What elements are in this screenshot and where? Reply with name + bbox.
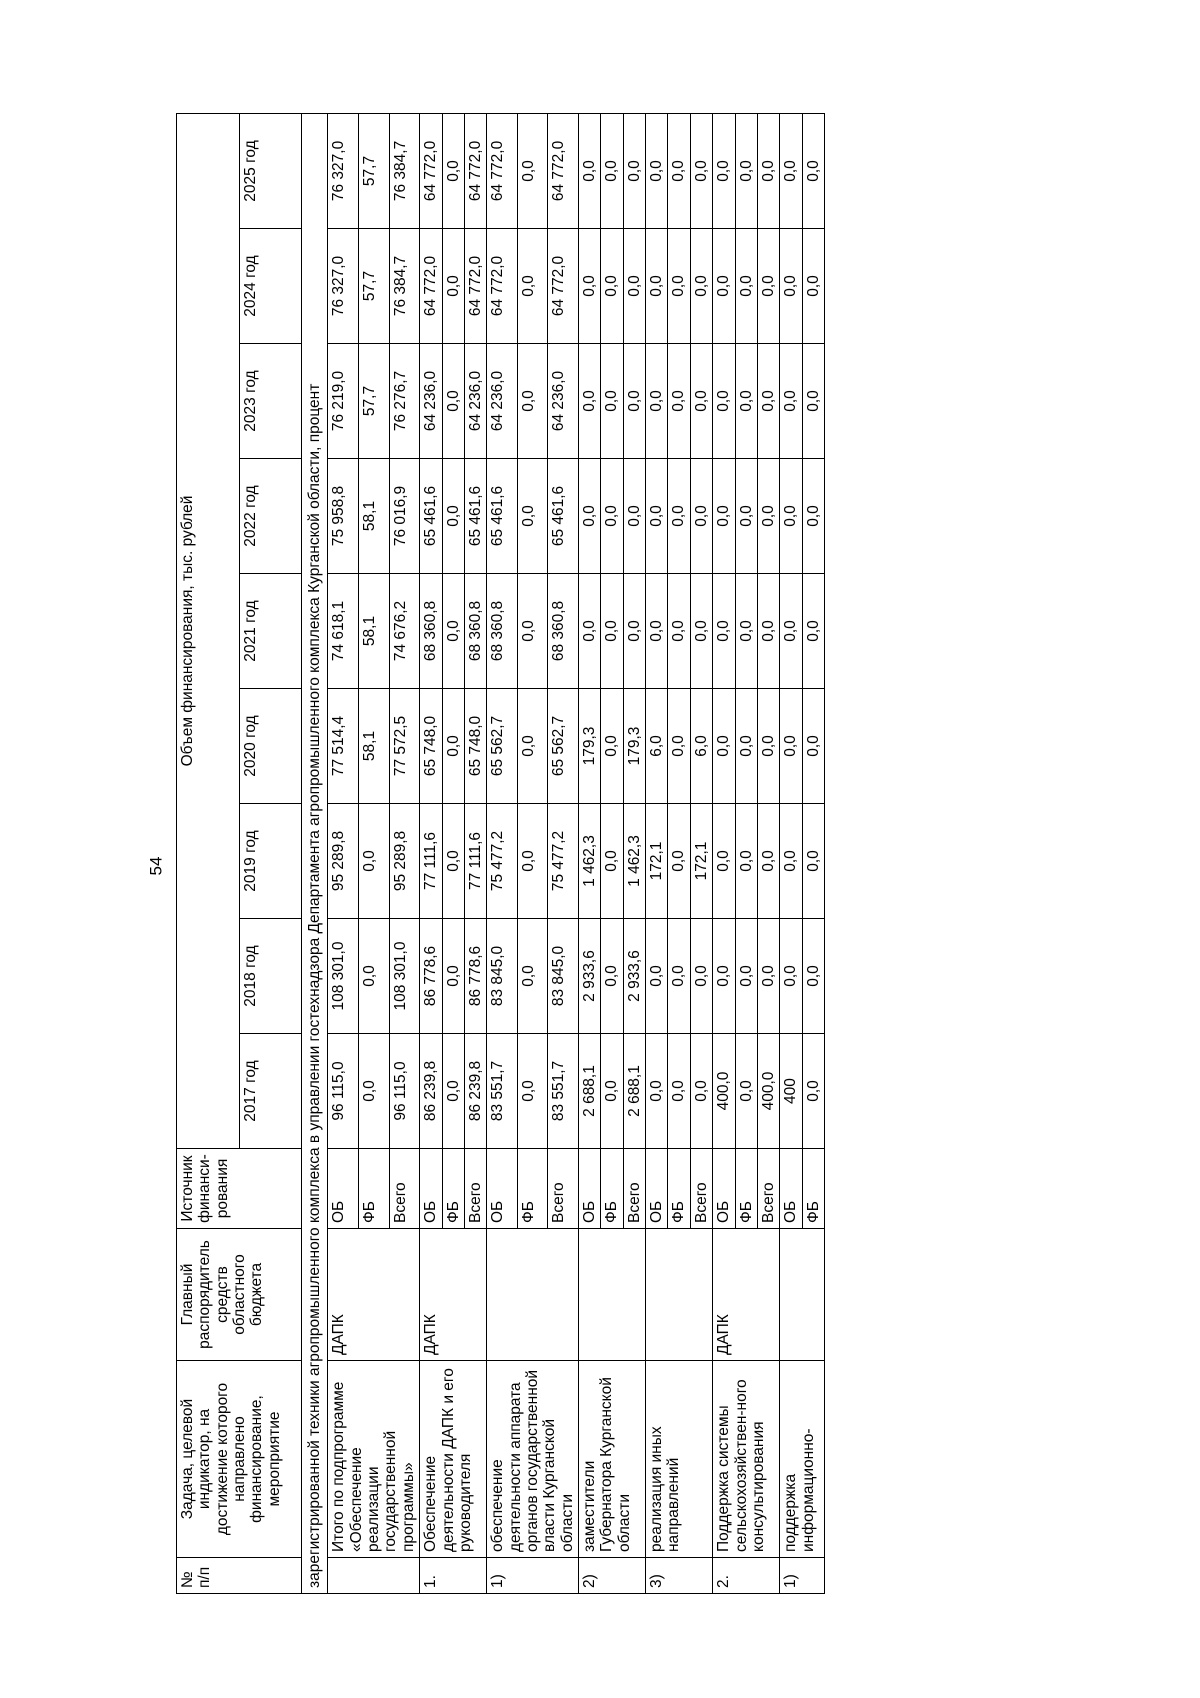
- value-cell: 0,0: [517, 459, 548, 574]
- header-year: 2022 год: [239, 459, 302, 574]
- value-cell: 0,0: [668, 689, 690, 804]
- value-cell: 0,0: [579, 229, 601, 344]
- value-cell: 58,1: [358, 459, 389, 574]
- value-cell: 0,0: [623, 229, 645, 344]
- value-cell: 95 289,8: [389, 804, 420, 919]
- value-cell: 108 301,0: [389, 919, 420, 1034]
- value-cell: 0,0: [713, 459, 735, 574]
- row-source: Всего: [548, 1149, 579, 1229]
- row-name: поддержка информационно-: [780, 1361, 825, 1558]
- value-cell: 0,0: [579, 344, 601, 459]
- value-cell: 83 551,7: [487, 1034, 518, 1149]
- value-cell: 68 360,8: [464, 574, 486, 689]
- value-cell: 0,0: [735, 574, 757, 689]
- value-cell: 64 772,0: [548, 229, 579, 344]
- value-cell: 0,0: [757, 804, 779, 919]
- value-cell: 0,0: [358, 919, 389, 1034]
- row-source: ОБ: [328, 1149, 359, 1229]
- value-cell: 86 239,8: [464, 1034, 486, 1149]
- value-cell: 0,0: [690, 919, 712, 1034]
- value-cell: 0,0: [442, 804, 464, 919]
- value-cell: 64 772,0: [548, 113, 579, 228]
- value-cell: 0,0: [780, 689, 802, 804]
- value-cell: 0,0: [802, 113, 824, 228]
- row-source: ОБ: [780, 1149, 802, 1229]
- value-cell: 0,0: [713, 919, 735, 1034]
- value-cell: 65 562,7: [487, 689, 518, 804]
- value-cell: 0,0: [668, 459, 690, 574]
- value-cell: 0,0: [735, 1034, 757, 1149]
- row-source: Всего: [389, 1149, 420, 1229]
- value-cell: 0,0: [735, 113, 757, 228]
- value-cell: 0,0: [757, 344, 779, 459]
- value-cell: 0,0: [579, 459, 601, 574]
- value-cell: 68 360,8: [420, 574, 442, 689]
- value-cell: 0,0: [442, 919, 464, 1034]
- table-body: [302, 113, 825, 1593]
- value-cell: 0,0: [442, 229, 464, 344]
- value-cell: 0,0: [517, 574, 548, 689]
- row-number: [328, 1558, 420, 1594]
- value-cell: 68 360,8: [487, 574, 518, 689]
- value-cell: 64 772,0: [487, 229, 518, 344]
- header-year: 2021 год: [239, 574, 302, 689]
- rotated-table-container: [176, 114, 1101, 1594]
- value-cell: 2 933,6: [579, 919, 601, 1034]
- row-manager: [780, 1229, 825, 1361]
- header-task: Задача, целевой индикатор, на достижение которого направлено финансирование, мероприятие: [177, 1361, 302, 1558]
- value-cell: 0,0: [601, 574, 623, 689]
- value-cell: 76 384,7: [389, 113, 420, 228]
- value-cell: 0,0: [668, 113, 690, 228]
- value-cell: 0,0: [517, 229, 548, 344]
- value-cell: 0,0: [601, 1034, 623, 1149]
- row-name: обеспечение деятельности аппарата органов государственной власти Курганской области: [487, 1361, 579, 1558]
- value-cell: 0,0: [735, 344, 757, 459]
- header-num: № п/п: [177, 1558, 302, 1594]
- value-cell: 0,0: [757, 919, 779, 1034]
- value-cell: 0,0: [713, 574, 735, 689]
- value-cell: 0,0: [690, 113, 712, 228]
- header-year: 2023 год: [239, 344, 302, 459]
- value-cell: 0,0: [757, 459, 779, 574]
- value-cell: 76 276,7: [389, 344, 420, 459]
- value-cell: 0,0: [735, 919, 757, 1034]
- value-cell: 64 236,0: [548, 344, 579, 459]
- row-source: Всего: [757, 1149, 779, 1229]
- value-cell: 0,0: [646, 1034, 668, 1149]
- value-cell: 0,0: [668, 574, 690, 689]
- value-cell: 0,0: [690, 229, 712, 344]
- financing-table: [176, 113, 825, 1594]
- section-text: зарегистрированной техники агропромышленного комплекса в управлении гостехнадзора Департамента агропромышленного комплекса Курганской области, процент: [302, 113, 328, 1593]
- table-row: [646, 113, 668, 1593]
- value-cell: 0,0: [780, 804, 802, 919]
- header-year: 2018 год: [239, 919, 302, 1034]
- value-cell: 64 772,0: [464, 113, 486, 228]
- value-cell: 86 239,8: [420, 1034, 442, 1149]
- value-cell: 0,0: [802, 689, 824, 804]
- value-cell: 0,0: [802, 459, 824, 574]
- row-number: 1.: [420, 1558, 487, 1594]
- value-cell: 0,0: [517, 344, 548, 459]
- value-cell: 2 688,1: [579, 1034, 601, 1149]
- value-cell: 0,0: [442, 459, 464, 574]
- value-cell: 77 111,6: [464, 804, 486, 919]
- value-cell: 0,0: [623, 459, 645, 574]
- row-source: ФБ: [442, 1149, 464, 1229]
- value-cell: 75 477,2: [487, 804, 518, 919]
- row-source: ФБ: [668, 1149, 690, 1229]
- value-cell: 96 115,0: [328, 1034, 359, 1149]
- value-cell: 0,0: [601, 804, 623, 919]
- row-number: 1): [780, 1558, 825, 1594]
- value-cell: 64 772,0: [487, 113, 518, 228]
- value-cell: 0,0: [442, 689, 464, 804]
- value-cell: 0,0: [757, 113, 779, 228]
- row-source: ФБ: [735, 1149, 757, 1229]
- value-cell: 77 111,6: [420, 804, 442, 919]
- header-year: 2019 год: [239, 804, 302, 919]
- value-cell: 0,0: [646, 574, 668, 689]
- value-cell: 65 461,6: [420, 459, 442, 574]
- row-source: ОБ: [646, 1149, 668, 1229]
- table-header: [177, 113, 302, 1593]
- row-source: ОБ: [487, 1149, 518, 1229]
- value-cell: 0,0: [668, 229, 690, 344]
- value-cell: 74 618,1: [328, 574, 359, 689]
- row-number: 2.: [713, 1558, 780, 1594]
- row-source: Всего: [623, 1149, 645, 1229]
- value-cell: 0,0: [579, 574, 601, 689]
- value-cell: 0,0: [690, 574, 712, 689]
- value-cell: 65 461,6: [487, 459, 518, 574]
- row-manager: [646, 1229, 713, 1361]
- row-source: ОБ: [420, 1149, 442, 1229]
- value-cell: 0,0: [442, 344, 464, 459]
- value-cell: 0,0: [780, 574, 802, 689]
- value-cell: 0,0: [601, 344, 623, 459]
- value-cell: 0,0: [690, 459, 712, 574]
- value-cell: 64 772,0: [464, 229, 486, 344]
- value-cell: 86 778,6: [420, 919, 442, 1034]
- row-number: 3): [646, 1558, 713, 1594]
- value-cell: 64 236,0: [420, 344, 442, 459]
- value-cell: 0,0: [757, 574, 779, 689]
- header-year: 2017 год: [239, 1034, 302, 1149]
- value-cell: 2 933,6: [623, 919, 645, 1034]
- header-year: 2024 год: [239, 229, 302, 344]
- value-cell: 0,0: [601, 919, 623, 1034]
- row-manager: ДАПК: [328, 1229, 420, 1361]
- row-source: ФБ: [601, 1149, 623, 1229]
- value-cell: 0,0: [802, 229, 824, 344]
- value-cell: 0,0: [646, 113, 668, 228]
- value-cell: 0,0: [802, 804, 824, 919]
- row-number: 2): [579, 1558, 646, 1594]
- table-row: [780, 113, 802, 1593]
- value-cell: 58,1: [358, 689, 389, 804]
- value-cell: 83 551,7: [548, 1034, 579, 1149]
- value-cell: 0,0: [757, 689, 779, 804]
- value-cell: 0,0: [668, 344, 690, 459]
- value-cell: 0,0: [517, 1034, 548, 1149]
- value-cell: 0,0: [623, 574, 645, 689]
- table-row: [328, 113, 359, 1593]
- value-cell: 65 748,0: [420, 689, 442, 804]
- value-cell: 0,0: [802, 344, 824, 459]
- value-cell: 0,0: [601, 113, 623, 228]
- value-cell: 76 016,9: [389, 459, 420, 574]
- value-cell: 0,0: [802, 919, 824, 1034]
- value-cell: 64 772,0: [420, 113, 442, 228]
- value-cell: 57,7: [358, 113, 389, 228]
- value-cell: 0,0: [735, 229, 757, 344]
- value-cell: 0,0: [601, 689, 623, 804]
- row-name: Обеспечение деятельности ДАПК и его руководителя: [420, 1361, 487, 1558]
- row-source: ФБ: [358, 1149, 389, 1229]
- value-cell: 76 219,0: [328, 344, 359, 459]
- value-cell: 0,0: [601, 229, 623, 344]
- value-cell: 0,0: [780, 919, 802, 1034]
- value-cell: 400,0: [757, 1034, 779, 1149]
- value-cell: 75 477,2: [548, 804, 579, 919]
- value-cell: 0,0: [517, 689, 548, 804]
- value-cell: 0,0: [623, 113, 645, 228]
- value-cell: 0,0: [735, 459, 757, 574]
- value-cell: 65 562,7: [548, 689, 579, 804]
- value-cell: 172,1: [646, 804, 668, 919]
- value-cell: 108 301,0: [328, 919, 359, 1034]
- value-cell: 0,0: [623, 344, 645, 459]
- row-manager: [487, 1229, 579, 1361]
- value-cell: 400,0: [713, 1034, 735, 1149]
- value-cell: 0,0: [517, 919, 548, 1034]
- row-name: Итого по подпрограмме «Обеспечение реализации государственной программы»: [328, 1361, 420, 1558]
- value-cell: 0,0: [646, 344, 668, 459]
- value-cell: 58,1: [358, 574, 389, 689]
- row-source: ФБ: [802, 1149, 824, 1229]
- row-source: ФБ: [517, 1149, 548, 1229]
- row-source: ОБ: [579, 1149, 601, 1229]
- row-manager: ДАПК: [713, 1229, 780, 1361]
- value-cell: 0,0: [646, 459, 668, 574]
- value-cell: 6,0: [690, 689, 712, 804]
- row-number: 1): [487, 1558, 579, 1594]
- value-cell: 64 236,0: [464, 344, 486, 459]
- row-name: Поддержка системы сельскохозяйствен-ного консультирования: [713, 1361, 780, 1558]
- header-year: 2025 год: [239, 113, 302, 228]
- row-source: Всего: [690, 1149, 712, 1229]
- value-cell: 172,1: [690, 804, 712, 919]
- value-cell: 95 289,8: [328, 804, 359, 919]
- value-cell: 64 772,0: [420, 229, 442, 344]
- value-cell: 0,0: [735, 689, 757, 804]
- value-cell: 0,0: [646, 229, 668, 344]
- value-cell: 0,0: [358, 1034, 389, 1149]
- table-row: [713, 113, 735, 1593]
- value-cell: 0,0: [442, 1034, 464, 1149]
- value-cell: 0,0: [646, 919, 668, 1034]
- value-cell: 0,0: [713, 344, 735, 459]
- value-cell: 77 572,5: [389, 689, 420, 804]
- value-cell: 65 748,0: [464, 689, 486, 804]
- value-cell: 0,0: [757, 229, 779, 344]
- row-manager: ДАПК: [420, 1229, 487, 1361]
- value-cell: 0,0: [668, 804, 690, 919]
- row-name: реализация иных направлений: [646, 1361, 713, 1558]
- value-cell: 0,0: [668, 1034, 690, 1149]
- value-cell: 65 461,6: [464, 459, 486, 574]
- value-cell: 0,0: [517, 804, 548, 919]
- value-cell: 1 462,3: [623, 804, 645, 919]
- value-cell: 2 688,1: [623, 1034, 645, 1149]
- row-name: заместители Губернатора Курганской области: [579, 1361, 646, 1558]
- row-source: Всего: [464, 1149, 486, 1229]
- value-cell: 0,0: [442, 574, 464, 689]
- value-cell: 0,0: [780, 229, 802, 344]
- value-cell: 0,0: [713, 689, 735, 804]
- value-cell: 57,7: [358, 344, 389, 459]
- value-cell: 0,0: [802, 1034, 824, 1149]
- value-cell: 0,0: [690, 1034, 712, 1149]
- value-cell: 0,0: [802, 574, 824, 689]
- value-cell: 0,0: [358, 804, 389, 919]
- value-cell: 0,0: [713, 113, 735, 228]
- value-cell: 57,7: [358, 229, 389, 344]
- value-cell: 75 958,8: [328, 459, 359, 574]
- value-cell: 0,0: [713, 804, 735, 919]
- value-cell: 400: [780, 1034, 802, 1149]
- value-cell: 76 384,7: [389, 229, 420, 344]
- value-cell: 0,0: [668, 919, 690, 1034]
- value-cell: 77 514,4: [328, 689, 359, 804]
- value-cell: 68 360,8: [548, 574, 579, 689]
- value-cell: 179,3: [579, 689, 601, 804]
- value-cell: 0,0: [517, 113, 548, 228]
- value-cell: 6,0: [646, 689, 668, 804]
- row-source: ОБ: [713, 1149, 735, 1229]
- value-cell: 0,0: [780, 459, 802, 574]
- value-cell: 0,0: [442, 113, 464, 228]
- header-source: Источник финанси-рования: [177, 1149, 302, 1229]
- page-number: 54: [146, 856, 166, 876]
- value-cell: 0,0: [780, 113, 802, 228]
- value-cell: 76 327,0: [328, 229, 359, 344]
- value-cell: 83 845,0: [487, 919, 518, 1034]
- header-volume: Объем финансирования, тыс. рублей: [177, 113, 240, 1148]
- value-cell: 179,3: [623, 689, 645, 804]
- row-manager: [579, 1229, 646, 1361]
- value-cell: 74 676,2: [389, 574, 420, 689]
- table-row: [579, 113, 601, 1593]
- table-row: [487, 113, 518, 1593]
- value-cell: 0,0: [690, 344, 712, 459]
- header-manager: Главный распорядитель средств областного бюджета: [177, 1229, 302, 1361]
- table-row: [420, 113, 442, 1593]
- value-cell: 96 115,0: [389, 1034, 420, 1149]
- value-cell: 1 462,3: [579, 804, 601, 919]
- value-cell: 0,0: [713, 229, 735, 344]
- value-cell: 86 778,6: [464, 919, 486, 1034]
- value-cell: 0,0: [780, 344, 802, 459]
- value-cell: 0,0: [735, 804, 757, 919]
- value-cell: 83 845,0: [548, 919, 579, 1034]
- value-cell: 65 461,6: [548, 459, 579, 574]
- value-cell: 76 327,0: [328, 113, 359, 228]
- value-cell: 64 236,0: [487, 344, 518, 459]
- header-year: 2020 год: [239, 689, 302, 804]
- value-cell: 0,0: [601, 459, 623, 574]
- value-cell: 0,0: [579, 113, 601, 228]
